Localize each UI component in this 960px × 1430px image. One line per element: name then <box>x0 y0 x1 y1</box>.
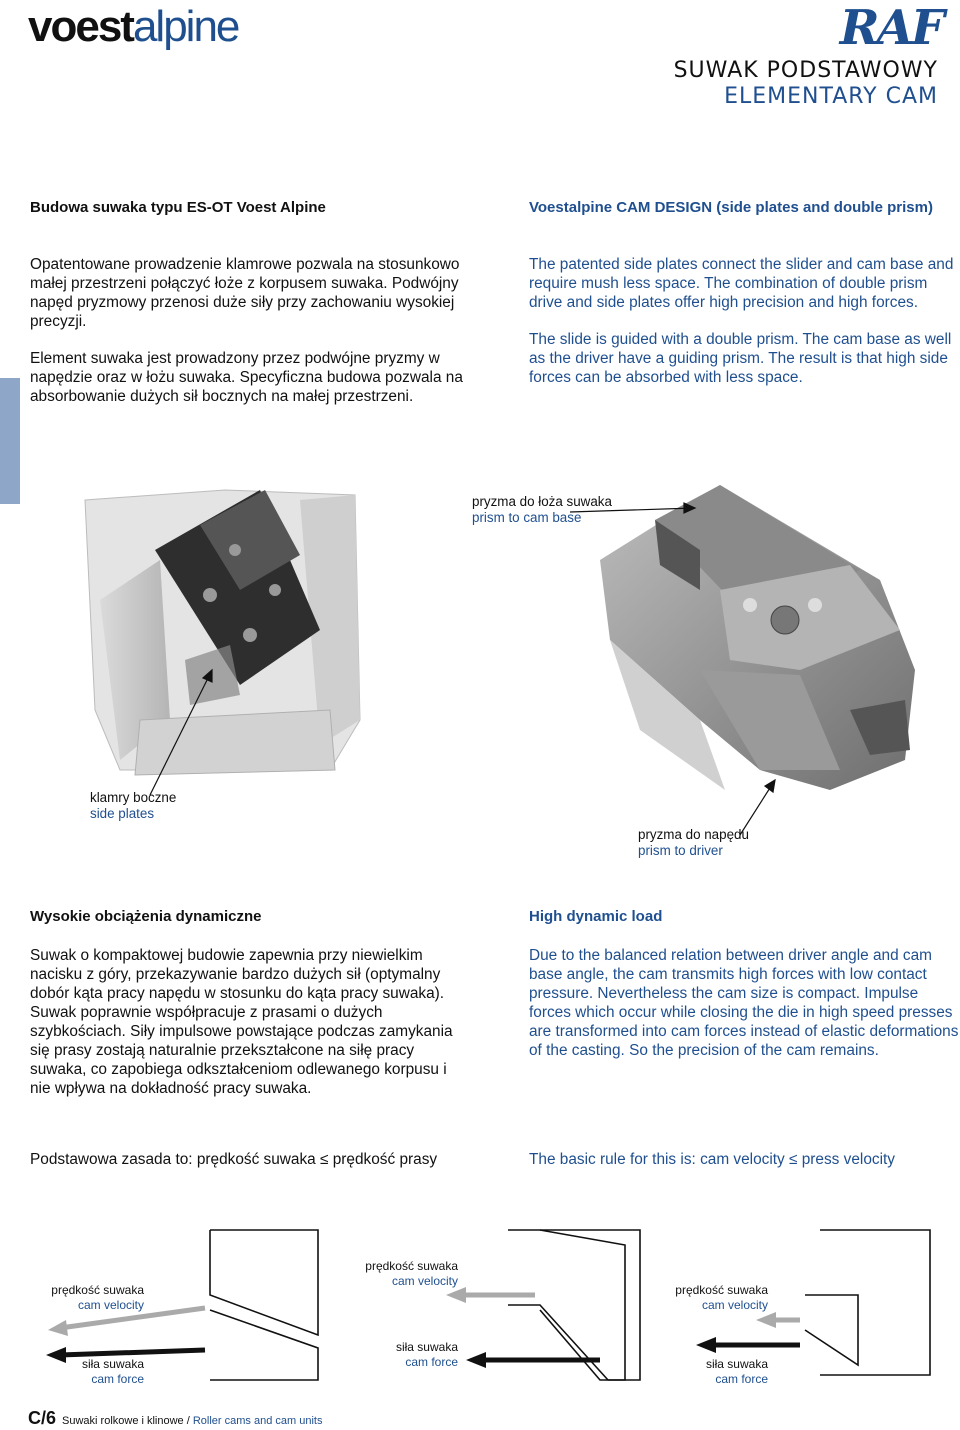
label-en: cam velocity <box>77 1298 144 1312</box>
page-number: C/6 <box>28 1408 57 1428</box>
label-en: cam velocity <box>391 1274 458 1288</box>
paragraph: The slide is guided with a double prism. The cam base as well as the driver have a guiding prism. The result is that high side forces can be absorbed with less space. <box>529 331 952 386</box>
label-en: side plates <box>90 806 155 821</box>
label-pl: prędkość suwaka <box>365 1259 458 1273</box>
section1-heading-en: Voestalpine CAM DESIGN (side plates and double prism) <box>529 199 933 216</box>
paragraph: The patented side plates connect the slider and cam base and require mush less space. The combination of double prism drive and side plates offer high precision and high forces. <box>529 256 954 311</box>
diagram1-velocity-label <box>40 1283 144 1313</box>
label-pl: siła suwaka <box>705 1357 768 1371</box>
label-en: cam force <box>715 1372 768 1386</box>
diagram-3 <box>805 1230 930 1375</box>
logo-light: alpine <box>132 2 239 51</box>
label-prism-driver <box>638 827 749 859</box>
section2-heading-pl: Wysokie obciążenia dynamiczne <box>30 908 262 925</box>
footer <box>28 1408 322 1429</box>
label-pl: pryzma do napędu <box>638 827 749 842</box>
diagram2-velocity-label <box>354 1259 458 1289</box>
paragraph: Opatentowane prowadzenie klamrowe pozwala na stosunkowo małej przestrzeni połączyć łoże z korpusem suwaka. Podwójny napęd pryzmowy przenosi duże siły przy zachowaniu wysokiej precyzji. <box>30 256 460 330</box>
logo-bold: voest <box>28 2 133 51</box>
label-side-plates <box>90 790 176 822</box>
right-assembly <box>600 485 915 790</box>
label-en: cam velocity <box>701 1298 768 1312</box>
title-en: ELEMENTARY CAM <box>724 84 938 109</box>
label-en: prism to cam base <box>472 510 582 525</box>
diagram3-force-label <box>664 1357 768 1387</box>
label-pl: siła suwaka <box>81 1357 144 1371</box>
label-pl: klamry boczne <box>90 790 177 805</box>
label-en: cam force <box>405 1355 458 1369</box>
title-pl: SUWAK PODSTAWOWY <box>673 58 938 83</box>
velocity-diagrams <box>0 1220 960 1400</box>
footer-text-en: Roller cams and cam units <box>192 1415 323 1427</box>
footer-separator: / <box>183 1415 193 1427</box>
section2-text-en: Due to the balanced relation between driver angle and cam base angle, the cam transmits high forces with low contact pressure. Nevertheless the cam size is compact. Impulse forces which occur while closing the die in high speed presses are transformed into cam forces instead of elastic deformations of the casting. So the precision of the cam remains. <box>529 947 959 1059</box>
left-assembly <box>85 490 360 775</box>
section1-text-pl <box>30 255 470 424</box>
section1-text-en <box>529 255 959 405</box>
label-pl: siła suwaka <box>395 1340 458 1354</box>
label-pl: prędkość suwaka <box>675 1283 768 1297</box>
label-en: prism to driver <box>638 843 723 858</box>
section2-text-pl: Suwak o kompaktowej budowie zapewnia przy niewielkim nacisku z góry, przekazywanie bardzo dużych sił (optymalny dobór kąta pracy napędu w stosunku do kąta pracy suwaka). Suwak poprawnie współpracuje z prasami o dużych szybkościach. Siły impulsowe powstające podczas zamykania się prasy zostają naturalnie przekształcone na siłę pracy suwaka, co zapobiega odkształceniom odlewanego korpusu i nie wpływa na dokładność pracy suwaka. <box>30 947 453 1097</box>
basic-rule-pl: Podstawowa zasada to: prędkość suwaka ≤ prędkość prasy <box>30 1151 438 1168</box>
paragraph: Element suwaka jest prowadzony przez podwójne pryzmy w napędzie oraz w łożu suwaka. Specyficzna budowa pozwala na absorbowanie dużych sił bocznych na małej przestrzeni. <box>30 350 463 405</box>
basic-rule-en: The basic rule for this is: cam velocity ≤ press velocity <box>529 1151 895 1168</box>
footer-text-pl: Suwaki rolkowe i klinowe <box>62 1415 184 1427</box>
label-pl: prędkość suwaka <box>51 1283 144 1297</box>
diagram-1 <box>210 1230 318 1380</box>
section1-heading-pl: Budowa suwaka typu ES-OT Voest Alpine <box>30 199 326 216</box>
label-en: cam force <box>91 1372 144 1386</box>
section2-heading-en: High dynamic load <box>529 908 663 925</box>
diagram3-velocity-label <box>664 1283 768 1313</box>
label-pl: pryzma do łoża suwaka <box>472 494 612 509</box>
diagram1-force-label <box>40 1357 144 1387</box>
label-prism-cam-base <box>472 494 612 526</box>
raf-logo: RAF <box>839 0 942 56</box>
voestalpine-logo <box>28 2 238 52</box>
diagram2-force-label <box>354 1340 458 1370</box>
